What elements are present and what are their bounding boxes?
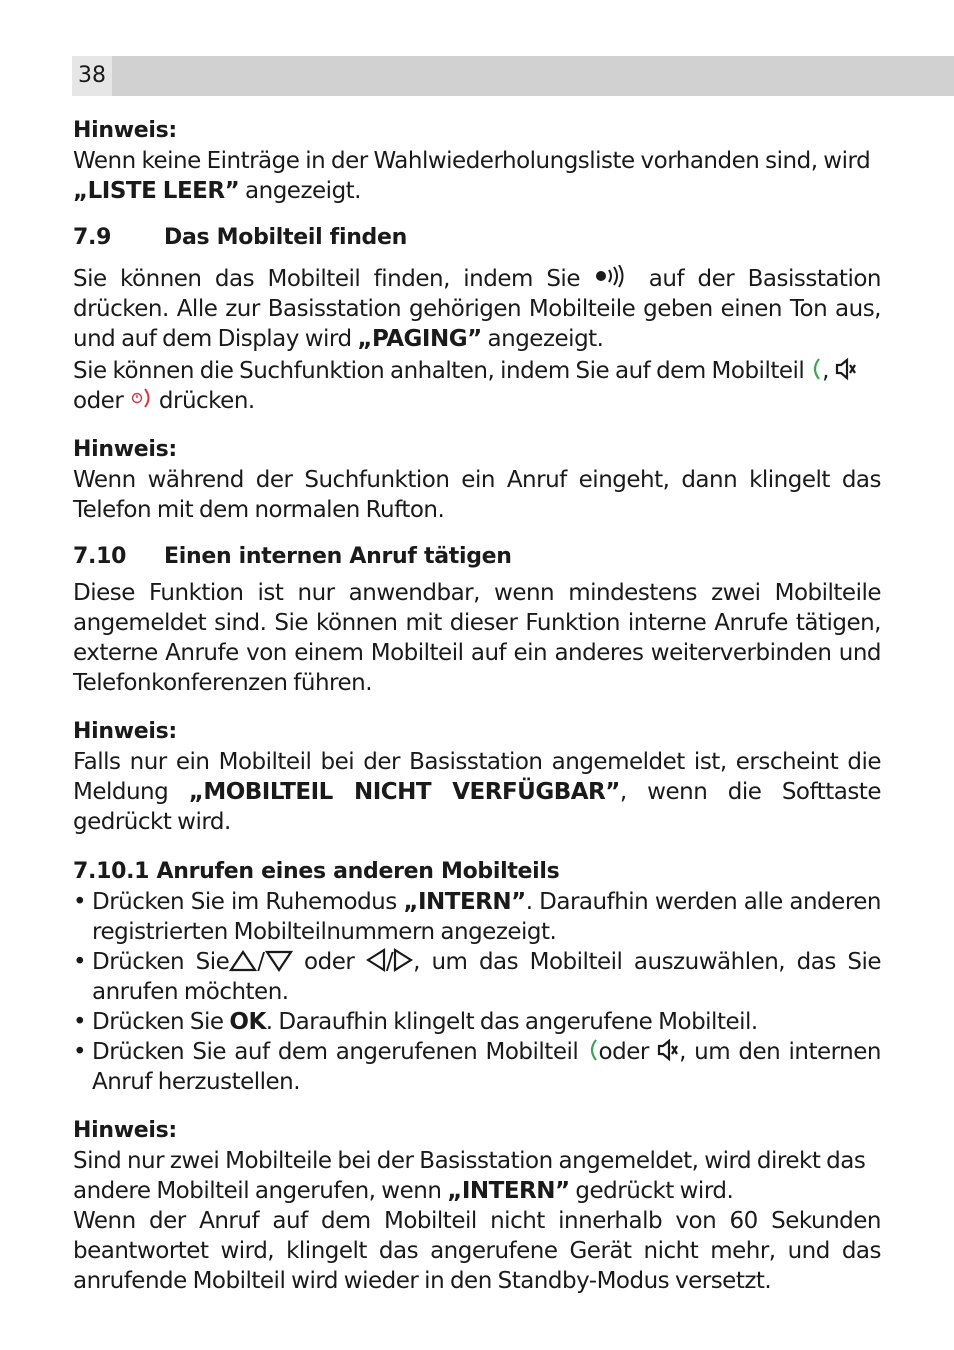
- speaker-icon: [835, 357, 857, 381]
- speaker-icon: [657, 1038, 679, 1062]
- section-title: Das Mobilteil finden: [164, 225, 407, 250]
- list-item: • Drücken Sie / oder / , um das Mobilteil auszuwählen, das Sie anrufen möchten.: [73, 949, 881, 1005]
- end-call-icon: [129, 387, 153, 411]
- note-text: Falls nur ein Mobilteil bei der Basisstation angemeldet ist, erscheint die Meldung „MOBILTEIL NICHT VERFÜGBAR”, wenn die Softtaste gedrückt wird.: [73, 749, 881, 835]
- section-heading-7-10: [73, 542, 881, 572]
- instruction-list: [73, 887, 881, 1097]
- section-number: 7.10: [73, 544, 127, 569]
- note-label: Hinweis:: [73, 719, 177, 744]
- section-heading-7-9: [73, 223, 881, 253]
- document-body: [73, 116, 881, 1296]
- call-icon: [587, 1038, 599, 1062]
- note-label: Hinweis:: [73, 437, 177, 462]
- note-label: Hinweis:: [73, 1118, 177, 1143]
- note-text: Wenn keine Einträge in der Wahlwiederholungsliste vorhanden sind, wird „LISTE LEER” angezeigt.: [73, 148, 871, 204]
- call-icon: [810, 357, 822, 381]
- paging-icon: [593, 265, 635, 289]
- section-number: 7.9: [73, 225, 112, 250]
- page-number: 38: [72, 56, 112, 96]
- arrow-down-icon: [265, 950, 293, 972]
- arrow-right-icon: [393, 948, 413, 972]
- subsection-heading-7-10-1: 7.10.1 Anrufen eines anderen Mobilteils: [73, 859, 560, 884]
- paragraph: Sie können die Suchfunktion anhalten, indem Sie auf dem Mobilteil , oder drücken.: [73, 356, 881, 416]
- arrow-up-icon: [229, 950, 257, 972]
- note-text: Wenn während der Suchfunktion ein Anruf eingeht, dann klingelt das Telefon mit dem normalen Rufton.: [73, 467, 881, 523]
- note-text: Sind nur zwei Mobilteile bei der Basisstation angemeldet, wird direkt das andere Mobilteil angerufen, wenn „INTERN” gedrückt wird.: [73, 1148, 866, 1204]
- note-label: Hinweis:: [73, 118, 177, 143]
- list-item: • Drücken Sie auf dem angerufenen Mobilteil oder , um den internen Anruf herzustellen.: [73, 1039, 881, 1095]
- arrow-left-icon: [366, 948, 386, 972]
- page-header-bar: [72, 56, 954, 96]
- list-item: • Drücken Sie im Ruhemodus „INTERN”. Daraufhin werden alle anderen registrierten Mobilteilnummern angezeigt.: [73, 889, 881, 945]
- note-text: Wenn der Anruf auf dem Mobilteil nicht innerhalb von 60 Sekunden beantwortet wird, klingelt das angerufene Gerät nicht mehr, und das anrufende Mobilteil wird wieder in den Standby-Modus versetzt.: [73, 1208, 881, 1294]
- paragraph: Diese Funktion ist nur anwendbar, wenn mindestens zwei Mobilteile angemeldet sind. Sie können mit dieser Funktion interne Anrufe tätigen, externe Anrufe von einem Mobilteil auf ein anderes weiterverbinden und Telefonkonferenzen führen.: [73, 580, 881, 696]
- list-item: • Drücken Sie OK. Daraufhin klingelt das angerufene Mobilteil.: [73, 1009, 758, 1035]
- paragraph: Sie können das Mobilteil finden, indem Sie auf der Basisstation drücken. Alle zur Basisstation gehörigen Mobilteile geben einen Ton aus, und auf dem Display wird „PAGING” angezeigt.: [73, 266, 881, 352]
- section-title: Einen internen Anruf tätigen: [164, 544, 512, 569]
